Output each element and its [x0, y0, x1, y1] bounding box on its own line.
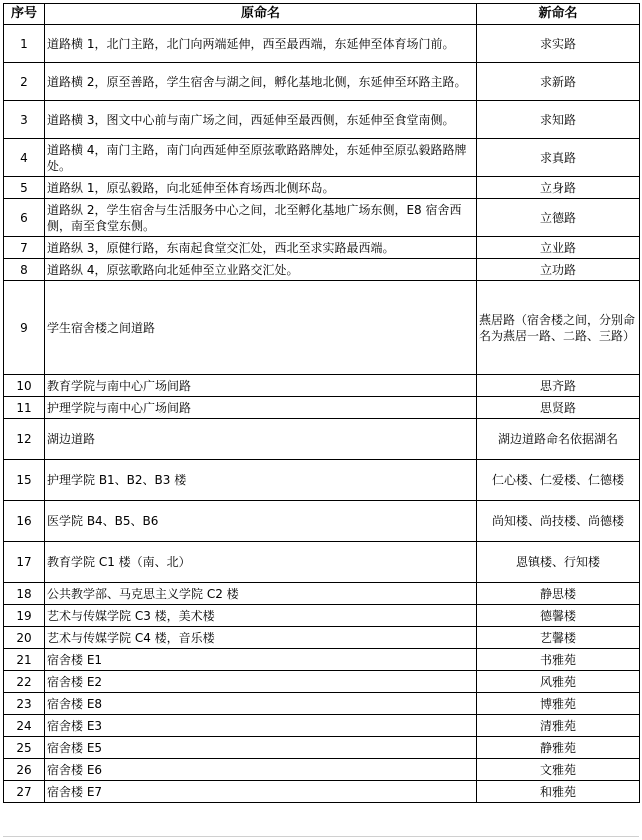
table-row — [4, 259, 640, 281]
cell-original-name: 宿舍楼 E6 — [45, 759, 477, 781]
cell-new-name: 立身路 — [477, 177, 640, 199]
cell-number: 10 — [4, 375, 45, 397]
naming-table — [3, 3, 640, 803]
cell-new-name: 和雅苑 — [477, 781, 640, 803]
cell-new-name: 恩镇楼、行知楼 — [477, 542, 640, 583]
cell-number: 25 — [4, 737, 45, 759]
cell-number: 6 — [4, 199, 45, 237]
cell-number: 8 — [4, 259, 45, 281]
cell-number: 20 — [4, 627, 45, 649]
table-row — [4, 649, 640, 671]
cell-number: 11 — [4, 397, 45, 419]
cell-number: 15 — [4, 460, 45, 501]
cell-new-name: 风雅苑 — [477, 671, 640, 693]
cell-number: 27 — [4, 781, 45, 803]
naming-table-sheet — [3, 3, 639, 803]
cell-number: 1 — [4, 25, 45, 63]
cell-new-name: 求实路 — [477, 25, 640, 63]
cell-new-name: 求知路 — [477, 101, 640, 139]
cell-original-name: 宿舍楼 E7 — [45, 781, 477, 803]
cell-original-name: 护理学院与南中心广场间路 — [45, 397, 477, 419]
cell-new-name: 清雅苑 — [477, 715, 640, 737]
cell-new-name: 立业路 — [477, 237, 640, 259]
cell-new-name: 艺馨楼 — [477, 627, 640, 649]
cell-original-name: 道路横 2，原至善路，学生宿舍与湖之间，孵化基地北侧，东延伸至环路主路。 — [45, 63, 477, 101]
cell-original-name: 公共教学部、马克思主义学院 C2 楼 — [45, 583, 477, 605]
table-row — [4, 671, 640, 693]
cell-new-name: 书雅苑 — [477, 649, 640, 671]
cell-number: 4 — [4, 139, 45, 177]
cell-number: 16 — [4, 501, 45, 542]
cell-new-name: 求真路 — [477, 139, 640, 177]
table-row — [4, 605, 640, 627]
cell-new-name: 求新路 — [477, 63, 640, 101]
cell-original-name: 艺术与传媒学院 C3 楼，美术楼 — [45, 605, 477, 627]
cell-number: 5 — [4, 177, 45, 199]
cell-new-name: 尚知楼、尚技楼、尚德楼 — [477, 501, 640, 542]
cell-original-name: 艺术与传媒学院 C4 楼，音乐楼 — [45, 627, 477, 649]
cell-number: 19 — [4, 605, 45, 627]
table-row — [4, 199, 640, 237]
table-row — [4, 542, 640, 583]
table-row — [4, 501, 640, 542]
header-original-name: 原命名 — [45, 4, 477, 25]
cell-original-name: 护理学院 B1、B2、B3 楼 — [45, 460, 477, 501]
cell-original-name: 道路纵 2，学生宿舍与生活服务中心之间，北至孵化基地广场东侧，E8 宿舍西侧，南至食堂东侧。 — [45, 199, 477, 237]
cell-original-name: 宿舍楼 E5 — [45, 737, 477, 759]
cell-number: 21 — [4, 649, 45, 671]
header-new-name: 新命名 — [477, 4, 640, 25]
cell-original-name: 湖边道路 — [45, 419, 477, 460]
table-row — [4, 63, 640, 101]
table-row — [4, 781, 640, 803]
cell-number: 18 — [4, 583, 45, 605]
cell-new-name: 静思楼 — [477, 583, 640, 605]
table-row — [4, 460, 640, 501]
cell-original-name: 医学院 B4、B5、B6 — [45, 501, 477, 542]
cell-number: 7 — [4, 237, 45, 259]
table-row — [4, 419, 640, 460]
cell-original-name: 道路纵 4，原弦歌路向北延伸至立业路交汇处。 — [45, 259, 477, 281]
table-row — [4, 101, 640, 139]
cell-number: 22 — [4, 671, 45, 693]
page-bottom-divider — [3, 836, 639, 837]
table-row — [4, 759, 640, 781]
table-row — [4, 375, 640, 397]
table-row — [4, 693, 640, 715]
cell-original-name: 宿舍楼 E1 — [45, 649, 477, 671]
cell-new-name: 德馨楼 — [477, 605, 640, 627]
table-row — [4, 737, 640, 759]
cell-original-name: 宿舍楼 E8 — [45, 693, 477, 715]
cell-new-name: 文雅苑 — [477, 759, 640, 781]
cell-number: 3 — [4, 101, 45, 139]
cell-new-name: 博雅苑 — [477, 693, 640, 715]
cell-original-name: 宿舍楼 E3 — [45, 715, 477, 737]
cell-original-name: 道路纵 3，原健行路，东南起食堂交汇处，西北至求实路最西端。 — [45, 237, 477, 259]
cell-original-name: 学生宿舍楼之间道路 — [45, 281, 477, 375]
cell-original-name: 道路横 3，图文中心前与南广场之间，西延伸至最西侧，东延伸至食堂南侧。 — [45, 101, 477, 139]
cell-number: 17 — [4, 542, 45, 583]
cell-number: 24 — [4, 715, 45, 737]
table-row — [4, 25, 640, 63]
cell-original-name: 教育学院与南中心广场间路 — [45, 375, 477, 397]
cell-original-name: 道路横 4，南门主路，南门向西延伸至原弦歌路路牌处，东延伸至原弘毅路路牌处。 — [45, 139, 477, 177]
cell-new-name: 湖边道路命名依据湖名 — [477, 419, 640, 460]
table-row — [4, 139, 640, 177]
cell-new-name: 静雅苑 — [477, 737, 640, 759]
cell-number: 26 — [4, 759, 45, 781]
table-row — [4, 583, 640, 605]
cell-original-name: 道路横 1，北门主路，北门向两端延伸，西至最西端，东延伸至体育场门前。 — [45, 25, 477, 63]
cell-original-name: 教育学院 C1 楼（南、北） — [45, 542, 477, 583]
cell-number: 23 — [4, 693, 45, 715]
cell-new-name: 思齐路 — [477, 375, 640, 397]
header-number: 序号 — [4, 4, 45, 25]
cell-new-name: 思贤路 — [477, 397, 640, 419]
cell-original-name: 宿舍楼 E2 — [45, 671, 477, 693]
table-row — [4, 281, 640, 375]
table-row — [4, 627, 640, 649]
cell-new-name: 燕居路（宿舍楼之间，分别命名为燕居一路、二路、三路） — [477, 281, 640, 375]
table-row — [4, 397, 640, 419]
table-body — [4, 25, 640, 803]
table-row — [4, 177, 640, 199]
cell-original-name: 道路纵 1，原弘毅路，向北延伸至体育场西北侧环岛。 — [45, 177, 477, 199]
cell-number: 9 — [4, 281, 45, 375]
cell-number: 2 — [4, 63, 45, 101]
cell-new-name: 立德路 — [477, 199, 640, 237]
table-row — [4, 715, 640, 737]
table-header-row — [4, 4, 640, 25]
cell-number: 12 — [4, 419, 45, 460]
cell-new-name: 仁心楼、仁爱楼、仁德楼 — [477, 460, 640, 501]
cell-new-name: 立功路 — [477, 259, 640, 281]
table-row — [4, 237, 640, 259]
